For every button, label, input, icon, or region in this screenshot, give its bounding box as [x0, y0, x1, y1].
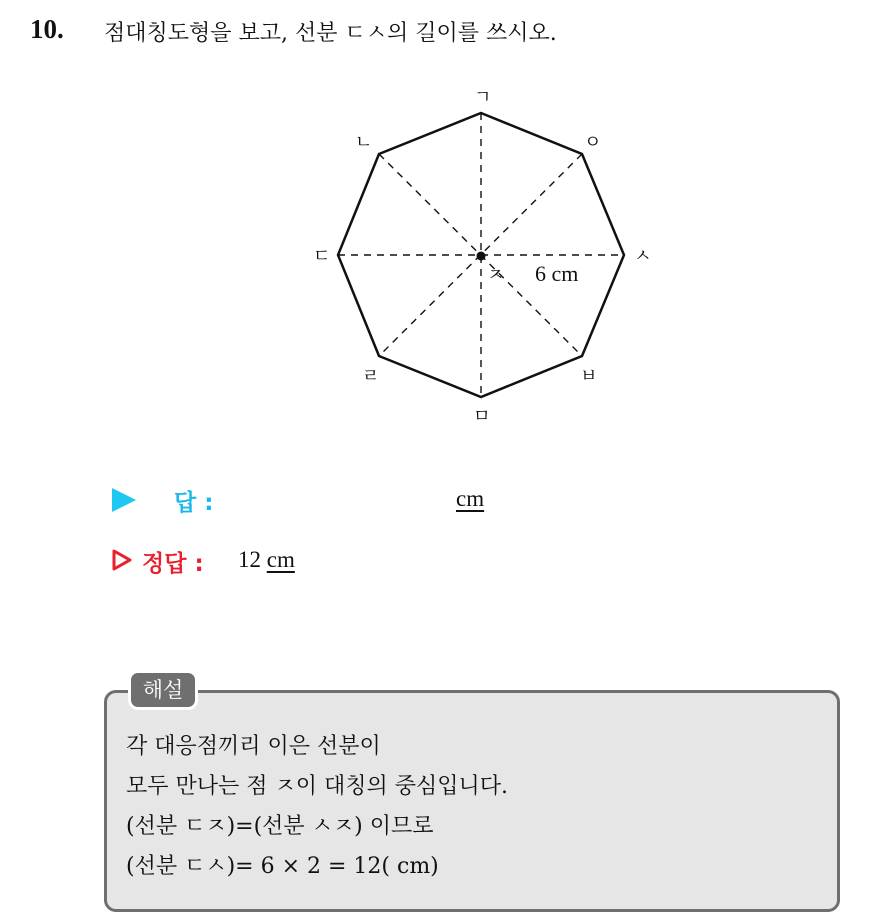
answer-label: 답 : [174, 490, 214, 516]
explanation-line: (선분 ㄷㅈ)=(선분 ㅅㅈ) 이므로 [126, 814, 434, 839]
explanation-text [126, 727, 508, 887]
play-triangle-icon [112, 488, 136, 512]
outline-triangle-icon [112, 549, 132, 571]
vertex-label-bottom-left: ㄹ [362, 366, 380, 387]
vertex-label-top-left: ㄴ [355, 132, 373, 153]
answer-unit: cm [456, 486, 485, 511]
vertex-label-right: ㅅ [634, 246, 652, 267]
vertex-label-top: ㄱ [474, 87, 492, 108]
solution-value: 12 [238, 547, 261, 572]
explanation-line: (선분 ㄷㅅ)= 6 × 2 = 12( cm) [126, 854, 439, 879]
question-number: 10. [30, 14, 64, 44]
octagon-figure [0, 0, 884, 440]
solution-answer [238, 547, 295, 573]
vertex-label-bottom: ㅁ [473, 406, 491, 427]
solution-unit: cm [266, 547, 295, 572]
dimension-label: 6 cm [535, 261, 579, 286]
vertex-label-left: ㄷ [313, 246, 331, 267]
vertex-label-top-right: ㅇ [584, 132, 602, 153]
vertex-label-bottom-right: ㅂ [580, 366, 598, 387]
question-text: 점대칭도형을 보고, 선분 ㄷㅅ의 길이를 쓰시오. [104, 21, 557, 46]
explanation-title: 해설 [128, 670, 198, 710]
vertex-label-center: ㅈ [487, 265, 505, 286]
explanation-line: 각 대응점끼리 이은 선분이 [126, 734, 381, 759]
solution-label: 정답 : [142, 551, 204, 577]
center-point [477, 252, 486, 261]
explanation-line: 모두 만나는 점 ㅈ이 대칭의 중심입니다. [126, 774, 508, 799]
